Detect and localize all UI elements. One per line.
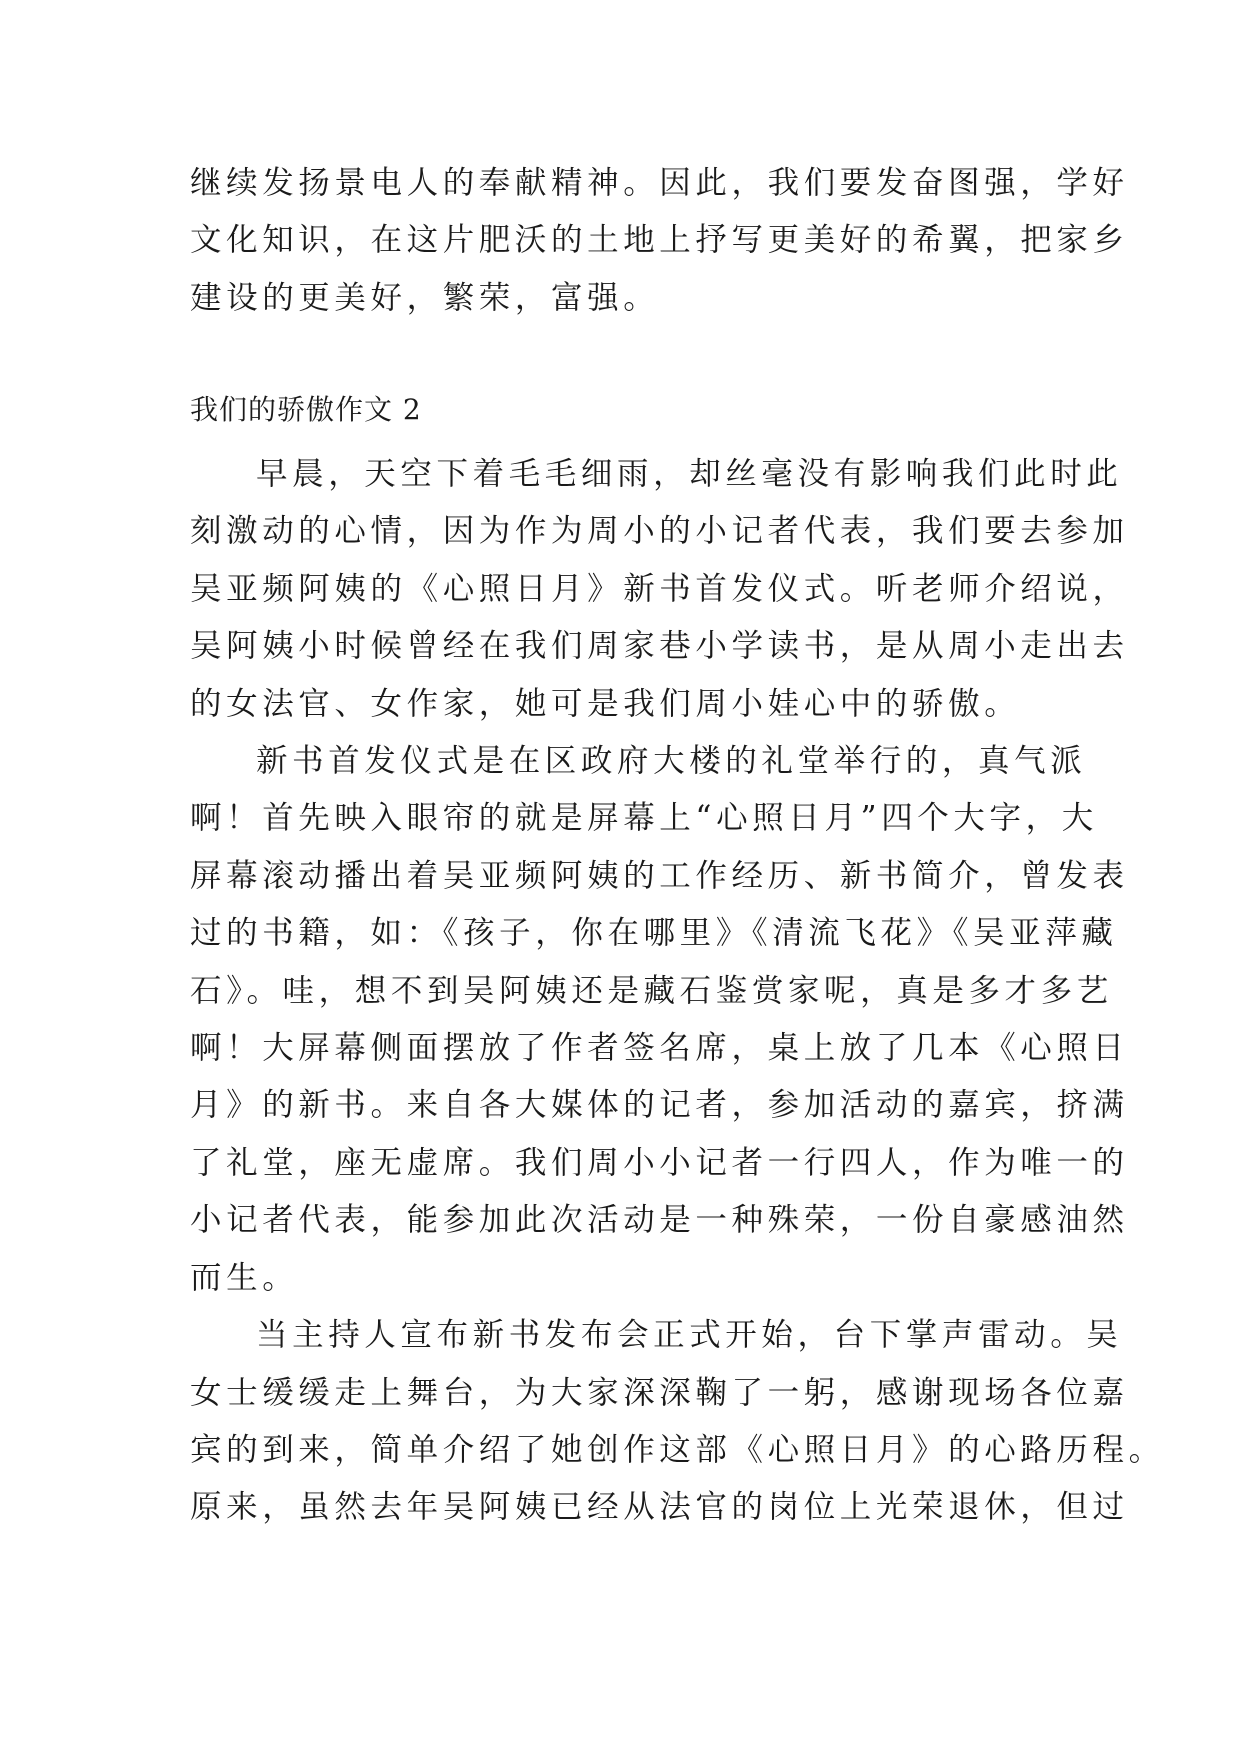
section-heading: 我们的骄傲作文 2 [190,393,422,426]
article-body [190,446,1165,1537]
text-line: 小记者代表，能参加此次活动是一种殊荣，一份自豪感油然 [190,1202,1129,1239]
text-line: 原来，虽然去年吴阿姨已经从法官的岗位上光荣退休，但过 [190,1489,1129,1526]
text-line: 继续发扬景电人的奉献精神。因此，我们要发奋图强，学好 [190,165,1129,201]
paragraph-1 [190,446,1129,733]
text-line: 刻激动的心情，因为作为周小的小记者代表，我们要去参加 [190,513,1129,550]
text-line: 建设的更美好，繁荣，富强。 [190,279,660,316]
text-line: 吴亚频阿姨的《心照日月》新书首发仪式。听老师介绍说， [190,570,1129,607]
text-line: 石》。哇，想不到吴阿姨还是藏石鉴赏家呢，真是多才多艺 [190,972,1113,1009]
text-line: 的女法官、女作家，她可是我们周小娃心中的骄傲。 [190,685,1021,722]
text-line: 文化知识，在这片肥沃的土地上抒写更美好的希翼，把家乡 [190,222,1129,259]
text-line: 新书首发仪式是在区政府大楼的礼堂举行的，真气派 [256,743,1087,780]
intro-paragraph [190,155,1129,327]
paragraph-2 [190,733,1129,1307]
text-line: 吴阿姨小时候曾经在我们周家巷小学读书，是从周小走出去 [190,628,1129,665]
text-line: 啊！首先映入眼帘的就是屏幕上“心照日月”四个大字，大 [190,800,1098,837]
text-line: 宾的到来，简单介绍了她创作这部《心照日月》的心路历程。 [190,1431,1165,1468]
text-line: 女士缓缓走上舞台，为大家深深鞠了一躬，感谢现场各位嘉 [190,1374,1129,1411]
text-line: 啊！大屏幕侧面摆放了作者签名席，桌上放了几本《心照日 [190,1030,1129,1067]
paragraph-3 [190,1307,1165,1537]
text-line: 屏幕滚动播出着吴亚频阿姨的工作经历、新书简介，曾发表 [190,857,1129,894]
text-line: 当主持人宣布新书发布会正式开始，台下掌声雷动。吴 [256,1317,1123,1354]
text-line: 过的书籍，如：《孩子，你在哪里》《清流飞花》《吴亚萍藏 [190,915,1118,952]
text-line: 早晨，天空下着毛毛细雨，却丝毫没有影响我们此时此 [256,456,1123,492]
text-line: 了礼堂，座无虚席。我们周小小记者一行四人，作为唯一的 [190,1144,1129,1181]
text-line: 而生。 [190,1259,299,1296]
text-line: 月》的新书。来自各大媒体的记者，参加活动的嘉宾，挤满 [190,1087,1129,1124]
